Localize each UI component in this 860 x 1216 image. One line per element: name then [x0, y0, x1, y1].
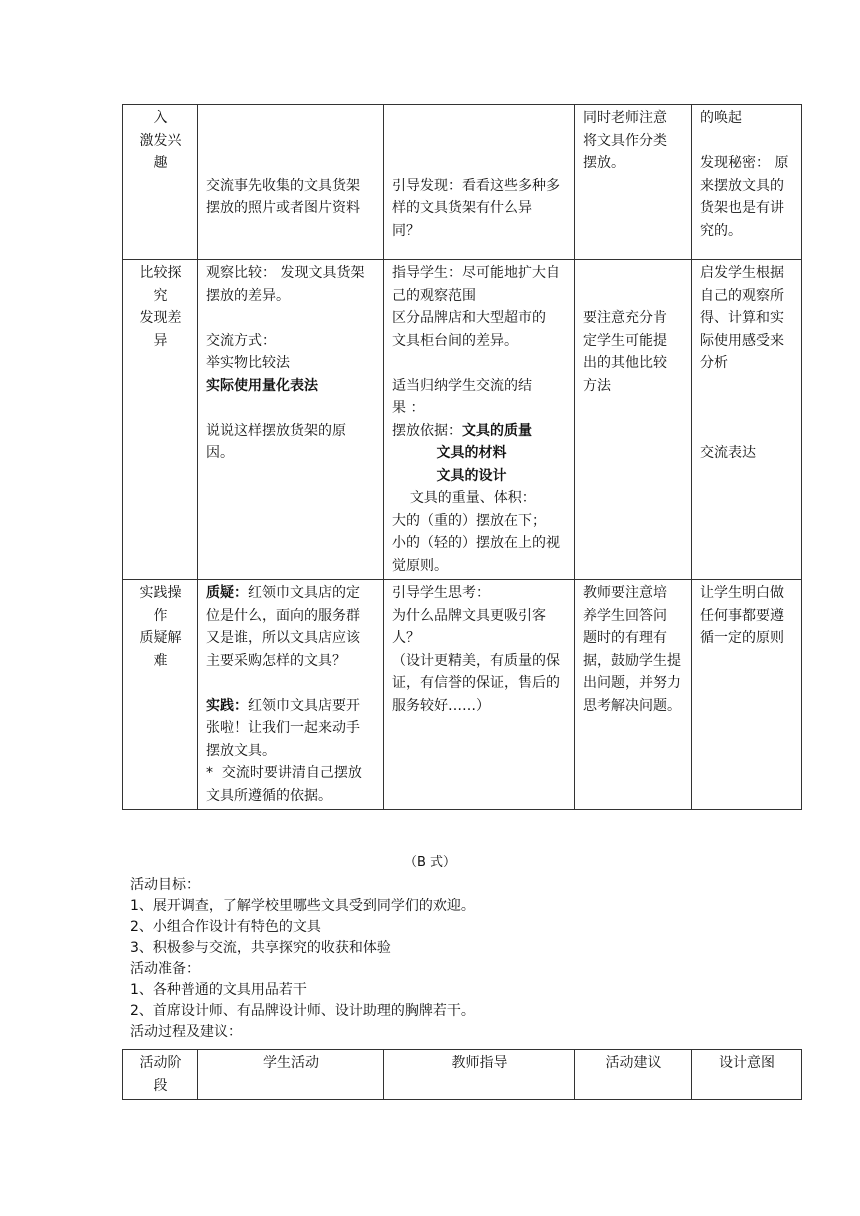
- cell-line: 难: [153, 652, 168, 669]
- cell-line: 质疑解: [139, 630, 182, 646]
- table-row: [123, 260, 802, 580]
- cell-line: 让学生明白做: [700, 585, 784, 601]
- activity-table-a: [122, 104, 802, 810]
- cell-line: 引导发现：看看这些多种多: [392, 177, 560, 194]
- cell-teacher: [384, 260, 575, 580]
- cell-line: [206, 762, 376, 785]
- cell-line: [206, 285, 376, 308]
- line-text: 摆放依据：: [392, 422, 462, 439]
- line-text: 摆放的差异。: [206, 287, 290, 304]
- cell-line: 要注意充分肯: [583, 310, 667, 326]
- line-text: 实际使用量化表法: [206, 377, 318, 394]
- cell-line: 激发兴: [139, 132, 182, 149]
- cell-suggest: [575, 260, 692, 580]
- goal-item: 3、积极参与交流，共享探究的收获和体验: [130, 940, 391, 956]
- cell-teacher: [384, 580, 575, 810]
- cell-intent: [692, 580, 802, 810]
- cell-line: [392, 330, 567, 353]
- cell-line: [206, 442, 376, 465]
- line-text: 因。: [206, 445, 234, 461]
- line-text: 适当归纳学生交流的结: [392, 377, 532, 394]
- table-header-row: [123, 1050, 802, 1100]
- header-activity-suggestion: 活动建议: [575, 1050, 692, 1100]
- cell-line: 为什么品牌文具更吸引客: [392, 607, 546, 624]
- line-text: 主要采购怎样的文具？: [206, 652, 346, 669]
- cell-suggest: [575, 580, 692, 810]
- goal-item: 2、小组合作设计有特色的文具: [130, 919, 321, 935]
- cell-line: 引导学生思考：: [392, 585, 490, 601]
- cell-teacher: [384, 105, 575, 260]
- prep-item: 2、首席设计师、有品牌设计师、设计助理的胸牌若干。: [130, 1003, 475, 1019]
- cell-line: [392, 465, 567, 488]
- cell-line: 同时老师注意: [583, 110, 667, 126]
- cell-line: 证，有信誉的保证，售后的: [392, 675, 560, 691]
- cell-line: [392, 307, 567, 330]
- cell-line: 交流表达: [700, 445, 756, 461]
- cell-line: 人？: [392, 630, 420, 646]
- bold-text: 文具的设计: [436, 467, 507, 484]
- cell-line: 入: [153, 110, 168, 126]
- section-b-title: （B 式）: [403, 855, 457, 870]
- cell-line: 养学生回答问: [583, 607, 667, 624]
- cell-line: [392, 510, 567, 533]
- cell-line: [392, 555, 567, 578]
- cell-line: 实践操: [139, 585, 182, 601]
- cell-student: [198, 580, 384, 810]
- cell-line: 摆放的照片或者图片资料: [206, 200, 360, 216]
- bold-text: 文具的质量: [462, 422, 532, 439]
- cell-line: 思考解决问题。: [583, 697, 681, 714]
- line-text: 红领巾文具店的定: [248, 585, 360, 601]
- cell-line: [206, 352, 376, 375]
- cell-line: 发现秘密： 原: [700, 155, 789, 171]
- line-text: 摆放文具。: [206, 742, 276, 759]
- header-student-activity: 学生活动: [198, 1050, 384, 1100]
- cell-line: 据，鼓励学生提: [583, 652, 681, 669]
- cell-line: [206, 740, 376, 763]
- cell-line: [392, 442, 567, 465]
- cell-line: [392, 285, 567, 308]
- cell-intent: [692, 260, 802, 580]
- cell-line: [206, 717, 376, 740]
- cell-line: 循一定的原则: [700, 630, 784, 646]
- cell-line: 交流事先收集的文具货架: [206, 177, 360, 194]
- cell-line: 出的其他比较: [583, 355, 667, 371]
- cell-line: [206, 785, 376, 808]
- header-teacher-guidance: 教师指导: [384, 1050, 575, 1100]
- cell-line: [392, 487, 567, 510]
- cell-student: [198, 105, 384, 260]
- cell-line: [206, 330, 376, 353]
- process-heading: 活动过程及建议：: [130, 1024, 242, 1040]
- cell-line: 同？: [392, 222, 420, 239]
- table-row: [123, 105, 802, 260]
- cell-line: 比较探: [139, 265, 182, 281]
- cell-line: [206, 650, 376, 673]
- line-text: 张啦！让我们一起来动手: [206, 720, 360, 736]
- cell-line: [392, 420, 567, 443]
- prep-heading: 活动准备：: [130, 961, 200, 977]
- line-text: 文具柜台间的差异。: [392, 332, 518, 349]
- line-text: 指导学生：尽可能地扩大自: [392, 265, 560, 281]
- cell-line: [206, 627, 376, 650]
- line-text: 区分品牌店和大型超市的: [392, 310, 546, 326]
- cell-line: 摆放。: [583, 155, 625, 171]
- cell-line: （设计更精美，有质量的保: [392, 652, 560, 669]
- cell-line: [206, 262, 376, 285]
- line-text: [392, 468, 437, 484]
- bold-lead: 实践：: [206, 697, 248, 714]
- bold-text: 文具的材料: [436, 445, 507, 461]
- line-text: 文具的重量、体积：: [392, 490, 536, 506]
- prep-item: 1、各种普通的文具用品若干: [130, 982, 307, 998]
- cell-line: 的唤起: [700, 110, 742, 126]
- line-text: 己的观察范围: [392, 287, 476, 304]
- cell-line: 究的。: [700, 222, 742, 239]
- line-text: 交流方式：: [206, 332, 276, 349]
- cell-line: 发现差: [139, 310, 182, 326]
- cell-line: 得、计算和实: [700, 310, 784, 326]
- cell-student: [198, 260, 384, 580]
- goal-item: 1、展开调查，了解学校里哪些文具受到同学们的欢迎。: [130, 898, 475, 914]
- cell-line: [206, 695, 376, 718]
- cell-line: 作: [153, 607, 168, 624]
- header-stage: 活动阶 段: [123, 1050, 198, 1100]
- cell-line: 服务较好……）: [392, 697, 490, 714]
- activity-table-b: [122, 1049, 802, 1100]
- cell-line: [392, 397, 567, 420]
- cell-line: 来摆放文具的: [700, 177, 784, 194]
- goals-heading: 活动目标：: [130, 877, 200, 893]
- line-text: * 交流时要讲清自己摆放: [206, 765, 362, 781]
- table-row: [123, 580, 802, 810]
- cell-line: 方法: [583, 377, 611, 394]
- section-b-text: [130, 875, 475, 1043]
- header-design-intent: 设计意图: [692, 1050, 802, 1100]
- cell-stage: [123, 580, 198, 810]
- cell-line: 样的文具货架有什么异: [392, 200, 532, 216]
- cell-line: 教师要注意培: [583, 585, 667, 601]
- cell-line: [206, 582, 376, 605]
- cell-line: [392, 532, 567, 555]
- cell-line: 异: [153, 332, 168, 349]
- cell-line: 趣: [153, 155, 168, 171]
- cell-line: 任何事都要遵: [700, 607, 784, 624]
- line-text: 红领巾文具店要开: [248, 697, 360, 714]
- cell-line: 际使用感受来: [700, 332, 784, 349]
- cell-suggest: [575, 105, 692, 260]
- line-text: [392, 445, 437, 461]
- cell-line: 分析: [700, 355, 728, 371]
- cell-line: [392, 262, 567, 285]
- cell-line: [206, 375, 376, 398]
- line-text: 又是谁，所以文具店应该: [206, 630, 360, 646]
- cell-line: [206, 420, 376, 443]
- line-text: 小的（轻的）摆放在上的视: [392, 535, 560, 551]
- line-text: 观察比较： 发现文具货架: [206, 265, 365, 281]
- bold-lead: 质疑：: [206, 585, 248, 601]
- cell-line: 题时的有理有: [583, 630, 667, 646]
- cell-line: 出问题，并努力: [583, 675, 681, 691]
- line-text: 觉原则。: [392, 557, 448, 574]
- line-text: 果 ：: [392, 400, 425, 416]
- line-text: 举实物比较法: [206, 355, 290, 371]
- line-text: 位是什么，面向的服务群: [206, 607, 360, 624]
- cell-intent: [692, 105, 802, 260]
- cell-line: 自己的观察所: [700, 287, 784, 304]
- cell-line: [206, 605, 376, 628]
- cell-line: 货架也是有讲: [700, 200, 784, 216]
- cell-line: 将文具作分类: [583, 132, 667, 149]
- cell-stage: [123, 105, 198, 260]
- cell-line: 启发学生根据: [700, 265, 784, 281]
- cell-stage: [123, 260, 198, 580]
- line-text: 大的（重的）摆放在下；: [392, 512, 546, 529]
- cell-line: 定学生可能提: [583, 332, 667, 349]
- cell-line: 究: [153, 287, 168, 304]
- line-text: 文具所遵循的依据。: [206, 787, 332, 804]
- line-text: 说说这样摆放货架的原: [206, 422, 346, 439]
- cell-line: [392, 375, 567, 398]
